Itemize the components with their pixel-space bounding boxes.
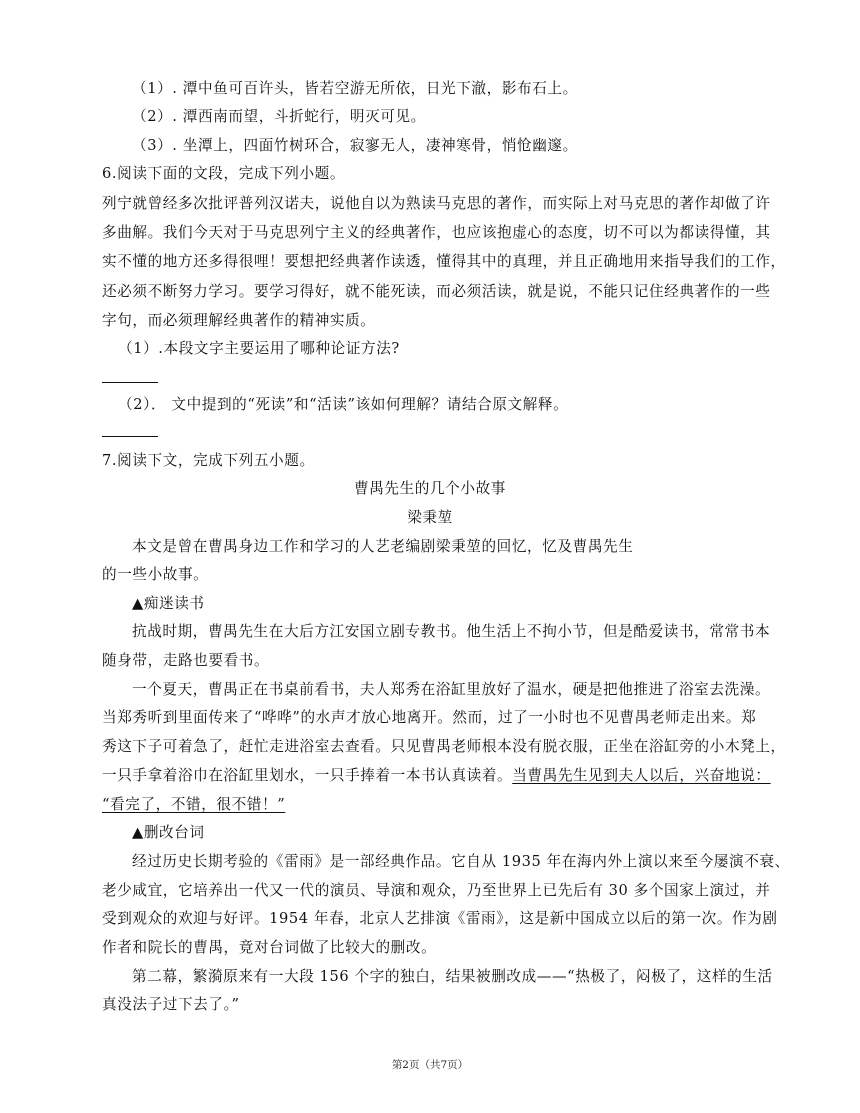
article-author: 梁秉堃 bbox=[407, 509, 453, 526]
q5-item-3: （3）. 坐潭上，四面竹树环合，寂寥无人，凄神寒骨，悄怆幽邃。 bbox=[132, 137, 578, 154]
section-heading-reading: ▲痴迷读书 bbox=[132, 595, 205, 612]
paragraph-line: 一个夏天，曹禺正在书桌前看书，夫人郑秀在浴缸里放好了温水，硬是把他推进了浴室去洗澡。 bbox=[132, 681, 771, 698]
paragraph-line: 经过历史长期考验的《雷雨》是一部经典作品。它自从 1935 年在海内外上演以来至今屡演不衰、 bbox=[132, 853, 790, 870]
paragraph-line: 老少咸宜，它培养出一代又一代的演员、导演和观众，乃至世界上已先后有 30 多个国家上演过，并 bbox=[102, 882, 771, 899]
underlined-sentence: 当曹禺先生见到夫人以后，兴奋地说： bbox=[512, 767, 771, 784]
paragraph-line: 随身带，走路也要看书。 bbox=[102, 652, 270, 669]
q6-sub-question-1: （1）.本段文字主要运用了哪种论证方法? bbox=[118, 340, 400, 357]
paragraph-line: 秀这下子可着急了，赶忙走进浴室去查看。只见曹禺老师根本没有脱衣服，正坐在浴缸旁的小木凳上， bbox=[102, 738, 786, 755]
q6-passage-line: 字句，而必须理解经典著作的精神实质。 bbox=[102, 312, 376, 329]
q6-passage-line: 实不懂的地方还多得很哩！要想把经典著作读透，懂得其中的真理，并且正确地用来指导我们的工作， bbox=[102, 253, 786, 270]
article-intro-line: 本文是曾在曹禺身边工作和学习的人艺老编剧梁秉堃的回忆，忆及曹禺先生 bbox=[132, 538, 634, 555]
answer-blank[interactable] bbox=[102, 382, 158, 383]
article-intro-line: 的一些小故事。 bbox=[102, 566, 209, 583]
answer-blank[interactable] bbox=[102, 436, 158, 437]
q6-sub-question-2: （2）． 文中提到的“死读”和“活读”该如何理解？请结合原文解释。 bbox=[118, 396, 569, 413]
q5-item-2: （2）. 潭西南而望，斗折蛇行，明灭可见。 bbox=[132, 108, 426, 125]
paragraph-text: 一只手拿着浴巾在浴缸里划水，一只手捧着一本书认真读着。 bbox=[102, 767, 513, 784]
article-title: 曹禺先生的几个小故事 bbox=[354, 480, 506, 497]
paragraph-line: 真没法子过下去了。” bbox=[102, 996, 240, 1013]
q5-item-1: （1）. 潭中鱼可百许头，皆若空游无所依，日光下澈，影布石上。 bbox=[132, 80, 578, 97]
paragraph-line: 第二幕，繁漪原来有一大段 156 个字的独白，结果被删改成——“热极了，闷极了，这样的生活 bbox=[132, 968, 773, 985]
underlined-quote: “看完了，不错，很不错！” bbox=[102, 796, 286, 813]
paragraph-line bbox=[102, 766, 771, 786]
q6-title: 6.阅读下面的文段，完成下列小题。 bbox=[102, 165, 346, 182]
q6-passage-line: 列宁就曾经多次批评普列汉诺夫，说他自以为熟读马克思的著作，而实际上对马克思的著作却做了许 bbox=[102, 195, 771, 212]
q6-passage-line: 还必须不断努力学习。要学习得好，就不能死读，而必须活读，就是说，不能只记住经典著作的一些 bbox=[102, 283, 771, 300]
q6-passage-line: 多曲解。我们今天对于马克思列宁主义的经典著作，也应该抱虚心的态度，切不可以为都读得懂，其 bbox=[102, 224, 771, 241]
paragraph-line: 当郑秀听到里面传来了“哗哗”的水声才放心地离开。然而，过了一小时也不见曹禺老师走出来。郑 bbox=[102, 709, 757, 726]
paragraph-line: 抗战时期，曹禺先生在大后方江安国立剧专教书。他生活上不拘小节，但是酷爱读书，常常书本 bbox=[132, 623, 771, 640]
paragraph-line: 受到观众的欢迎与好评。1954 年春，北京人艺排演《雷雨》，这是新中国成立以后的第一次。作为剧 bbox=[102, 910, 778, 927]
section-heading-editing: ▲删改台词 bbox=[132, 824, 205, 841]
q7-title: 7.阅读下文，完成下列五小题。 bbox=[102, 452, 315, 469]
paragraph-line: 作者和院长的曹禺，竟对台词做了比较大的删改。 bbox=[102, 939, 437, 956]
page-footer: 第2页（共7页） bbox=[391, 1059, 469, 1071]
